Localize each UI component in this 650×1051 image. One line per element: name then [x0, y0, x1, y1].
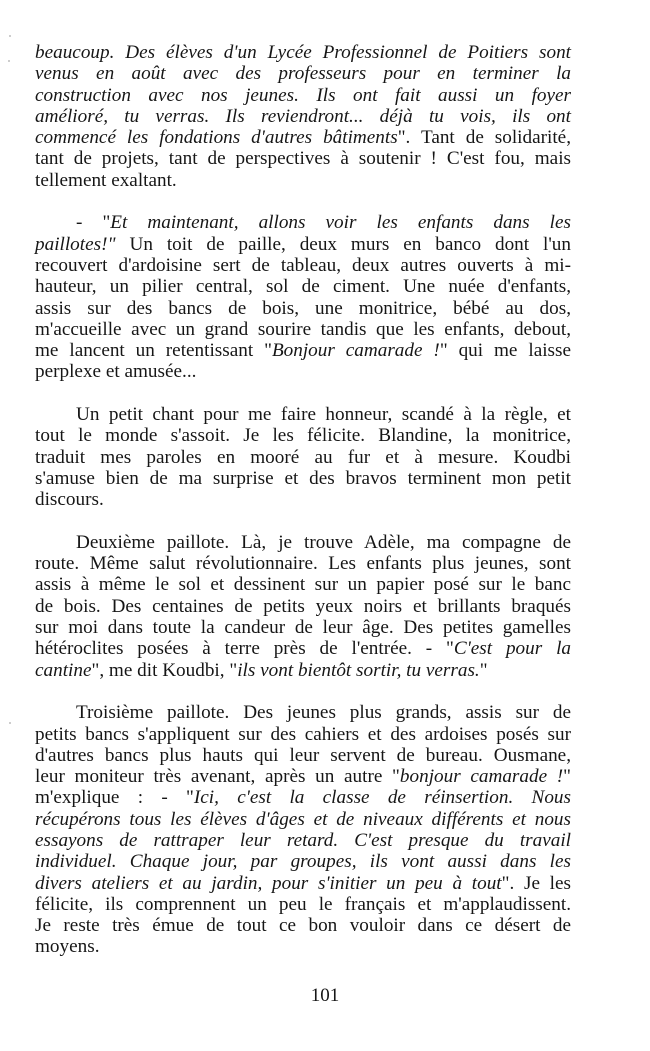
italic-text: essayons de rattraper leur retard. C'est presque du travail: [35, 829, 571, 851]
text-line: [35, 873, 571, 894]
italic-text: venus en août avec des professeurs pour en terminer la: [35, 63, 571, 85]
text-line: [35, 617, 571, 638]
text-line: [35, 596, 571, 617]
text-line: [35, 574, 571, 595]
text: perplexe et amusée...: [35, 361, 197, 383]
text: assis à même le sol et dessinent sur un papier posé sur le banc: [35, 574, 571, 596]
text: Un petit chant pour me faire honneur, scandé à la règle, et: [76, 404, 571, 426]
text-line: [35, 766, 571, 787]
text: hétéroclites posées à terre près de l'entrée. - ": [35, 638, 454, 660]
text: - ": [76, 212, 111, 234]
text: " qui me laisse: [439, 340, 572, 362]
text: ". Je les: [501, 872, 571, 894]
text-line: [35, 894, 571, 915]
text-line: [35, 404, 571, 425]
text-line: [35, 915, 571, 936]
paragraph: [35, 42, 571, 191]
text-line: [35, 468, 571, 489]
text: tellement exaltant.: [35, 169, 177, 191]
text-line: [35, 532, 571, 553]
italic-text: récupérons tous les élèves d'âges et de niveaux différents et nous: [35, 808, 571, 830]
text-line: [35, 63, 571, 84]
text: petits bancs s'appliquent sur des cahiers et des ardoises posés sur: [35, 723, 571, 745]
text: Troisième paillote. Des jeunes plus grands, assis sur de: [76, 702, 571, 724]
text: recouvert d'ardoisine sert de tableau, deux autres ouverts à mi-: [35, 254, 571, 276]
text-line: [35, 936, 571, 957]
text: Un toit de paille, deux murs en banco dont l'un: [115, 233, 571, 255]
text-line: [35, 276, 571, 297]
italic-text: C'est pour la: [453, 638, 572, 660]
italic-text: bonjour camarade !: [399, 766, 564, 788]
text-line: [35, 447, 571, 468]
scan-speck: [9, 35, 11, 37]
text: hauteur, un pilier central, sol de ciment. Une nuée d'enfants,: [35, 276, 571, 298]
paragraph: [35, 532, 571, 681]
text: Deuxième paillote. Là, je trouve Adèle, ma compagne de: [76, 531, 571, 553]
page-number: 101: [310, 985, 340, 1006]
text-line: [35, 425, 571, 446]
text-line: [35, 724, 571, 745]
scan-speck: [9, 722, 11, 724]
text-line: [35, 212, 571, 233]
text: moyens.: [35, 936, 100, 958]
text: traduit mes paroles en mooré au fur et à mesure. Koudbi: [35, 446, 571, 468]
text: sur moi dans toute la candeur de leur âge. Des petites gamelles: [35, 617, 571, 639]
text: route. Même salut révolutionnaire. Les enfants plus jeunes, sont: [35, 553, 571, 575]
text: assis sur des bancs de bois, une monitrice, bébé au dos,: [35, 297, 571, 319]
italic-text: divers ateliers et au jardin, pour s'initier un peu à tout: [35, 872, 502, 894]
text: Je reste très émue de tout ce bon vouloir dans ce désert de: [35, 915, 571, 937]
text: tout le monde s'assoit. Je les félicite. Blandine, la monitrice,: [35, 425, 571, 447]
text: discours.: [35, 489, 104, 511]
text: ", me dit Koudbi, ": [91, 659, 238, 681]
text-line: [35, 106, 571, 127]
italic-text: construction avec nos jeunes. Ils ont fait aussi un foyer: [35, 84, 571, 106]
text-line: [35, 830, 571, 851]
text-line: [35, 702, 571, 723]
text: m'explique : - ": [35, 787, 194, 809]
scan-speck: [8, 60, 10, 62]
book-page-body: [35, 42, 571, 979]
text-line: [35, 148, 571, 169]
italic-text: beaucoup. Des élèves d'un Lycée Professionnel de Poitiers sont: [35, 42, 571, 63]
italic-text: Bonjour camarade !: [271, 340, 440, 362]
text-line: [35, 851, 571, 872]
italic-text: cantine: [35, 659, 92, 681]
text-line: [35, 255, 571, 276]
text-line: [35, 234, 571, 255]
text: s'amuse bien de ma surprise et des bravos terminent mon petit: [35, 467, 571, 489]
text: tant de projets, tant de perspectives à soutenir ! C'est fou, mais: [35, 148, 571, 170]
paragraph: [35, 404, 571, 510]
paragraph: [35, 702, 571, 958]
italic-text: individuel. Chaque jour, par groupes, ils vont aussi dans les: [35, 851, 571, 873]
paragraph: [35, 212, 571, 382]
text-line: [35, 340, 571, 361]
text-line: [35, 170, 571, 191]
italic-text: ils vont bientôt sortir, tu verras.: [237, 659, 480, 681]
italic-text: commencé les fondations d'autres bâtiments: [35, 127, 398, 149]
text: félicite, ils comprennent un peu le français et m'applaudissent.: [35, 893, 571, 915]
text-line: [35, 127, 571, 148]
text: ". Tant de solidarité,: [397, 127, 571, 149]
text-line: [35, 298, 571, 319]
italic-text: Ici, c'est la classe de réinsertion. Nous: [193, 787, 571, 809]
text: m'accueille avec un grand sourire tandis que les enfants, debout,: [35, 318, 571, 340]
text-line: [35, 489, 571, 510]
italic-text: paillotes!": [35, 233, 116, 255]
text-line: [35, 42, 571, 63]
text-line: [35, 553, 571, 574]
text: d'autres bancs plus hauts qui leur servent de bureau. Ousmane,: [35, 744, 571, 766]
text: leur moniteur très avenant, après un autre ": [35, 766, 400, 788]
text: ": [479, 659, 488, 681]
text-line: [35, 787, 571, 808]
text-line: [35, 660, 571, 681]
text-line: [35, 319, 571, 340]
text-line: [35, 809, 571, 830]
text-line: [35, 85, 571, 106]
text: de bois. Des centaines de petits yeux noirs et brillants braqués: [35, 595, 571, 617]
text: ": [563, 766, 572, 788]
italic-text: amélioré, tu verras. Ils reviendront... déjà tu vois, ils ont: [35, 105, 571, 127]
text-line: [35, 361, 571, 382]
text: me lancent un retentissant ": [35, 340, 272, 362]
italic-text: Et maintenant, allons voir les enfants dans les: [110, 212, 571, 234]
text-line: [35, 638, 571, 659]
text-line: [35, 745, 571, 766]
